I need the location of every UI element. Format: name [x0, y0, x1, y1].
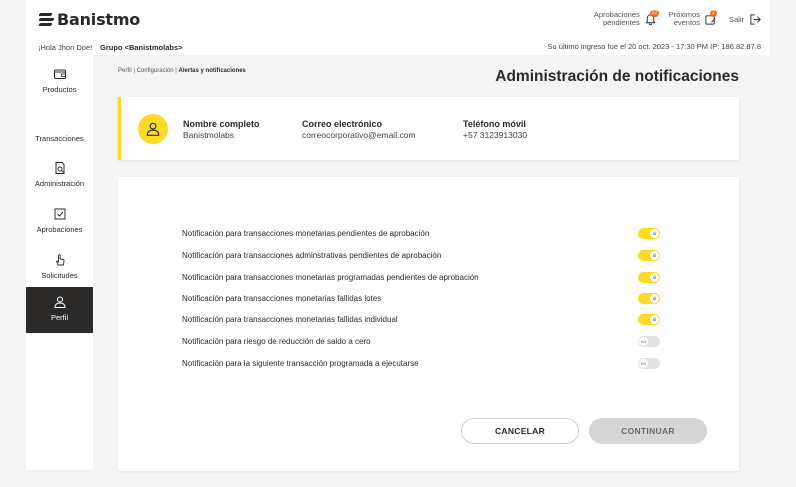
events-badge: 2 — [711, 9, 715, 16]
last-login-info: Su último ingreso fue el 20 oct. 2023 - 17:30 PM IP: 186.82.87.8 — [547, 42, 761, 51]
toggle-state: sí — [650, 229, 659, 238]
top-header — [26, 0, 770, 55]
email-value: correocorporativo@email.com — [302, 130, 416, 140]
name-value: Banistmolabs — [183, 130, 235, 140]
profile-name — [183, 119, 260, 141]
notification-toggle[interactable] — [638, 314, 660, 325]
banistmo-logo[interactable] — [39, 10, 140, 29]
cancel-button[interactable]: CANCELAR — [461, 418, 579, 444]
sidebar-item-productos[interactable] — [26, 67, 93, 94]
user-icon — [145, 121, 161, 137]
notification-toggle[interactable] — [638, 293, 660, 304]
breadcrumb-separator: | — [175, 68, 177, 74]
toggle-state: sí — [650, 294, 659, 303]
upcoming-events-link[interactable] — [669, 11, 717, 27]
sidebar-item-solicitudes[interactable] — [26, 253, 93, 280]
profile-email — [302, 119, 416, 141]
notification-label: Notificación para la siguiente transacción programada a ejecutarse — [182, 359, 419, 368]
toggle-state: sí — [650, 251, 659, 260]
notification-row — [182, 249, 660, 263]
sidebar-item-label: Solicitudes — [41, 271, 78, 280]
sub-header — [26, 40, 770, 55]
sidebar-item-label: Aprobaciones — [36, 225, 83, 234]
profile-phone — [463, 119, 527, 141]
breadcrumb-current: Alertas y notificaciones — [178, 68, 246, 74]
events-label-line1: Próximos — [668, 10, 700, 19]
group-name: Grupo <Banistmolabs> — [100, 43, 183, 52]
notification-label: Notificación para transacciones monetarias fallidas individual — [182, 315, 398, 324]
wallet-icon — [53, 67, 67, 81]
phone-value: +57 3123913030 — [463, 130, 528, 140]
sidebar-item-administracion[interactable] — [26, 161, 93, 188]
sidebar-item-label: Perfil — [50, 313, 69, 322]
breadcrumb-configuracion[interactable]: Configuración — [136, 68, 174, 74]
sidebar-item-transacciones[interactable] — [26, 116, 93, 143]
toggle-state: no — [640, 361, 646, 366]
approvals-badge: 22 — [651, 9, 658, 16]
email-label: Correo electrónico — [302, 119, 383, 129]
logo-text: Banistmo — [57, 10, 141, 29]
notification-label: Notificación para transacciones adminstrativas pendientes de aprobación — [182, 251, 442, 260]
notification-label: Notificación para transacciones monetarias programadas pendientes de aprobación — [182, 273, 479, 282]
notification-label: Notificación para transacciones monetarias fallidas lotes — [182, 294, 382, 303]
continue-button[interactable]: CONTINUAR — [589, 418, 707, 444]
notification-row — [182, 271, 660, 285]
notification-toggle[interactable] — [638, 358, 660, 369]
sidebar — [26, 55, 93, 470]
breadcrumb-perfil[interactable]: Perfil — [118, 68, 132, 74]
toggle-state: no — [640, 339, 646, 344]
notification-toggle[interactable] — [638, 336, 660, 347]
notification-row — [182, 292, 660, 306]
checkbox-icon — [53, 207, 67, 221]
sidebar-item-aprobaciones[interactable] — [26, 207, 93, 234]
events-label-line2: eventos — [673, 18, 700, 27]
notification-row — [182, 335, 660, 349]
document-search-icon — [53, 161, 67, 175]
greeting: ¡Hola Jhon Doe! — [38, 43, 93, 52]
profile-card — [118, 97, 739, 160]
user-icon — [53, 295, 67, 309]
breadcrumb-separator: | — [133, 68, 135, 74]
notification-toggle[interactable] — [638, 228, 660, 239]
toggle-state: sí — [650, 315, 659, 324]
approvals-label-line2: pendientes — [603, 18, 640, 27]
notification-toggle[interactable] — [638, 250, 660, 261]
notification-label: Notificación para riesgo de reducción de saldo a cero — [182, 337, 371, 346]
notification-row — [182, 357, 660, 371]
sidebar-item-perfil[interactable] — [26, 287, 93, 333]
logout-label: Salir — [728, 14, 744, 24]
approvals-label-line1: Aprobaciones — [593, 10, 640, 19]
notifications-card — [118, 177, 739, 471]
phone-label: Teléfono móvil — [463, 119, 526, 129]
logout-link[interactable] — [729, 13, 762, 26]
header-actions — [582, 11, 762, 27]
logout-icon — [749, 13, 762, 26]
notification-row — [182, 227, 660, 241]
name-label: Nombre completo — [183, 119, 260, 129]
notification-row — [182, 313, 660, 327]
logo-mark-icon — [39, 12, 54, 27]
breadcrumb — [118, 68, 246, 74]
sidebar-item-label: Productos — [42, 85, 77, 94]
main-content — [93, 55, 770, 487]
sidebar-item-label: Transacciones — [35, 134, 84, 143]
hand-pointer-icon — [53, 253, 67, 267]
page-title: Administración de notificaciones — [495, 68, 739, 85]
toggle-state: sí — [650, 273, 659, 282]
notification-toggle[interactable] — [638, 272, 660, 283]
avatar — [138, 114, 168, 144]
pending-approvals-link[interactable] — [594, 11, 657, 27]
sidebar-item-label: Administración — [34, 179, 85, 188]
notification-label: Notificación para transacciones monetarias pendientes de aprobación — [182, 229, 430, 238]
